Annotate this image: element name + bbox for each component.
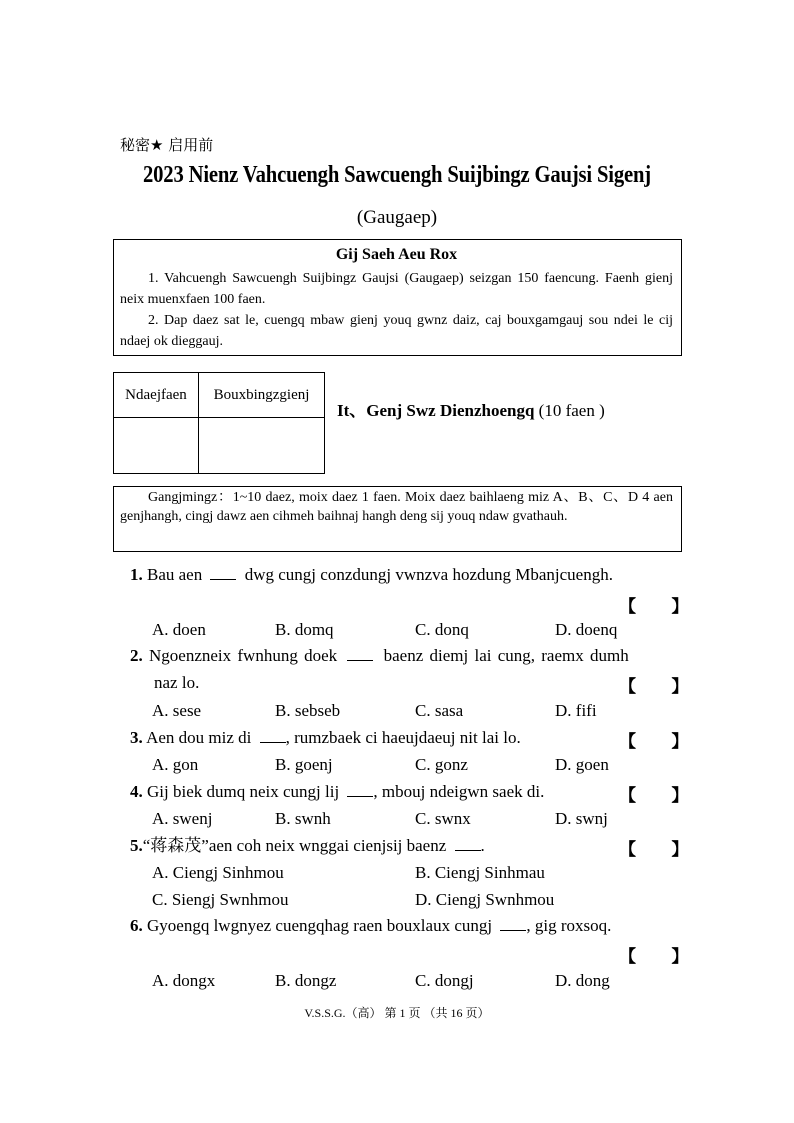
answer-bracket[interactable]: 【 】	[619, 732, 689, 752]
option-b: B. swnh	[275, 809, 331, 828]
answer-bracket[interactable]: 【 】	[619, 947, 689, 967]
option-c: C. gonz	[415, 755, 468, 774]
section-heading	[337, 396, 605, 421]
answer-blank	[260, 728, 286, 743]
question-text: Bau aen	[147, 565, 203, 584]
question-number: 5.	[130, 836, 143, 855]
option-c: C. donq	[415, 620, 469, 639]
question-number: 1.	[130, 565, 143, 584]
answer-blank	[455, 836, 481, 851]
question-text: , gig roxsoq.	[526, 916, 612, 935]
option-d: D. fifi	[555, 701, 597, 720]
question-5	[130, 835, 485, 857]
question-text: .	[480, 836, 485, 855]
answer-blank	[500, 916, 526, 931]
option-d: D. doenq	[555, 620, 618, 639]
question-text: “蒋森茂”aen coh neix wnggai cienjsij baenz	[142, 836, 447, 855]
answer-blank	[210, 565, 236, 580]
question-number: 2.	[130, 646, 143, 665]
score-table	[113, 372, 325, 474]
score-header: Ndaejfaen	[114, 373, 199, 418]
question-text: Gyoengq lwgnyez cuengqhag raen bouxlaux cungj	[147, 916, 493, 935]
page-footer: V.S.S.G.（高） 第 1 页 （共 16 页）	[304, 1006, 490, 1020]
option-c: C. Siengj Swnhmou	[152, 890, 289, 909]
option-a: A. swenj	[152, 809, 213, 828]
question-text: Ngoenzneix fwnhung doek	[149, 646, 338, 665]
answer-blank	[347, 782, 373, 797]
question-2-continued: naz lo.	[154, 673, 200, 692]
option-a: A. doen	[152, 620, 206, 639]
question-text: baenz diemj lai cung, raemx dumh	[383, 646, 629, 665]
option-d: D. dong	[555, 971, 610, 990]
notes-title: Gij Saeh Aeu Rox	[335, 246, 458, 263]
option-b: B. sebseb	[275, 701, 341, 720]
option-b: B. goenj	[275, 755, 333, 774]
answer-bracket[interactable]: 【 】	[619, 597, 689, 617]
section-title: It、Genj Swz Dienzhoengq	[337, 401, 535, 420]
question-6	[130, 915, 611, 937]
question-text: Aen dou miz di	[146, 728, 252, 747]
option-a: A. dongx	[152, 971, 216, 990]
score-cell[interactable]	[114, 418, 199, 474]
question-number: 3.	[130, 728, 143, 747]
exam-title: 2023 Nienz Vahcuengh Sawcuengh Suijbingz Gaujsi Sigenj	[143, 162, 651, 188]
option-a: A. sese	[152, 701, 202, 720]
question-2	[130, 645, 629, 667]
exam-level: (Gaugaep)	[356, 207, 438, 228]
question-text: , rumzbaek ci haeujdaeuj nit lai lo.	[285, 728, 521, 747]
notes-box	[113, 239, 682, 356]
section-points: (10 faen )	[538, 401, 605, 420]
option-d: D. goen	[555, 755, 609, 774]
grader-cell[interactable]	[199, 418, 325, 474]
grader-header: Bouxbingzgienj	[199, 373, 325, 418]
option-b: B. domq	[275, 620, 334, 639]
option-c: C. sasa	[415, 701, 464, 720]
instructions-box	[113, 486, 682, 552]
question-text: Gij biek dumq neix cungj lij	[147, 782, 340, 801]
instructions-text: Gangjmingz：1~10 daez, moix daez 1 faen. Moix daez baihlaeng miz A、B、C、D 4 aen genjhangh, cingj dawz aen cihmeh baihnaj hangh deng sij youq ndaw gvathauh.	[120, 490, 673, 524]
question-text: dwg cungj conzdungj vwnzva hozdung Mbanjcuengh.	[244, 565, 613, 584]
option-d: D. Ciengj Swnhmou	[415, 890, 555, 909]
option-a: A. Ciengj Sinhmou	[152, 863, 284, 882]
answer-bracket[interactable]: 【 】	[619, 677, 689, 697]
question-3	[130, 727, 521, 749]
option-b: B. dongz	[275, 971, 337, 990]
question-4	[130, 781, 544, 803]
answer-bracket[interactable]: 【 】	[619, 840, 689, 860]
question-number: 6.	[130, 916, 143, 935]
option-a: A. gon	[152, 755, 199, 774]
option-d: D. swnj	[555, 809, 608, 828]
notes-item-1: 1. Vahcuengh Sawcuengh Suijbingz Gaujsi (Gaugaep) seizgan 150 faencung. Faenh gienj neix muenxfaen 100 faen.	[120, 271, 673, 307]
answer-bracket[interactable]: 【 】	[619, 786, 689, 806]
question-text: , mbouj ndeigwn saek di.	[373, 782, 545, 801]
option-c: C. dongj	[415, 971, 474, 990]
question-1	[130, 564, 613, 586]
option-b: B. Ciengj Sinhmau	[415, 863, 545, 882]
notes-item-2: 2. Dap daez sat le, cuengq mbaw gienj youq gwnz daiz, caj bouxgamgauj sou ndei le cij ndaej ok dieggauj.	[120, 313, 673, 349]
question-number: 4.	[130, 782, 143, 801]
confidential-label: 秘密★ 启用前	[120, 136, 214, 154]
answer-blank	[347, 646, 373, 661]
option-c: C. swnx	[415, 809, 471, 828]
